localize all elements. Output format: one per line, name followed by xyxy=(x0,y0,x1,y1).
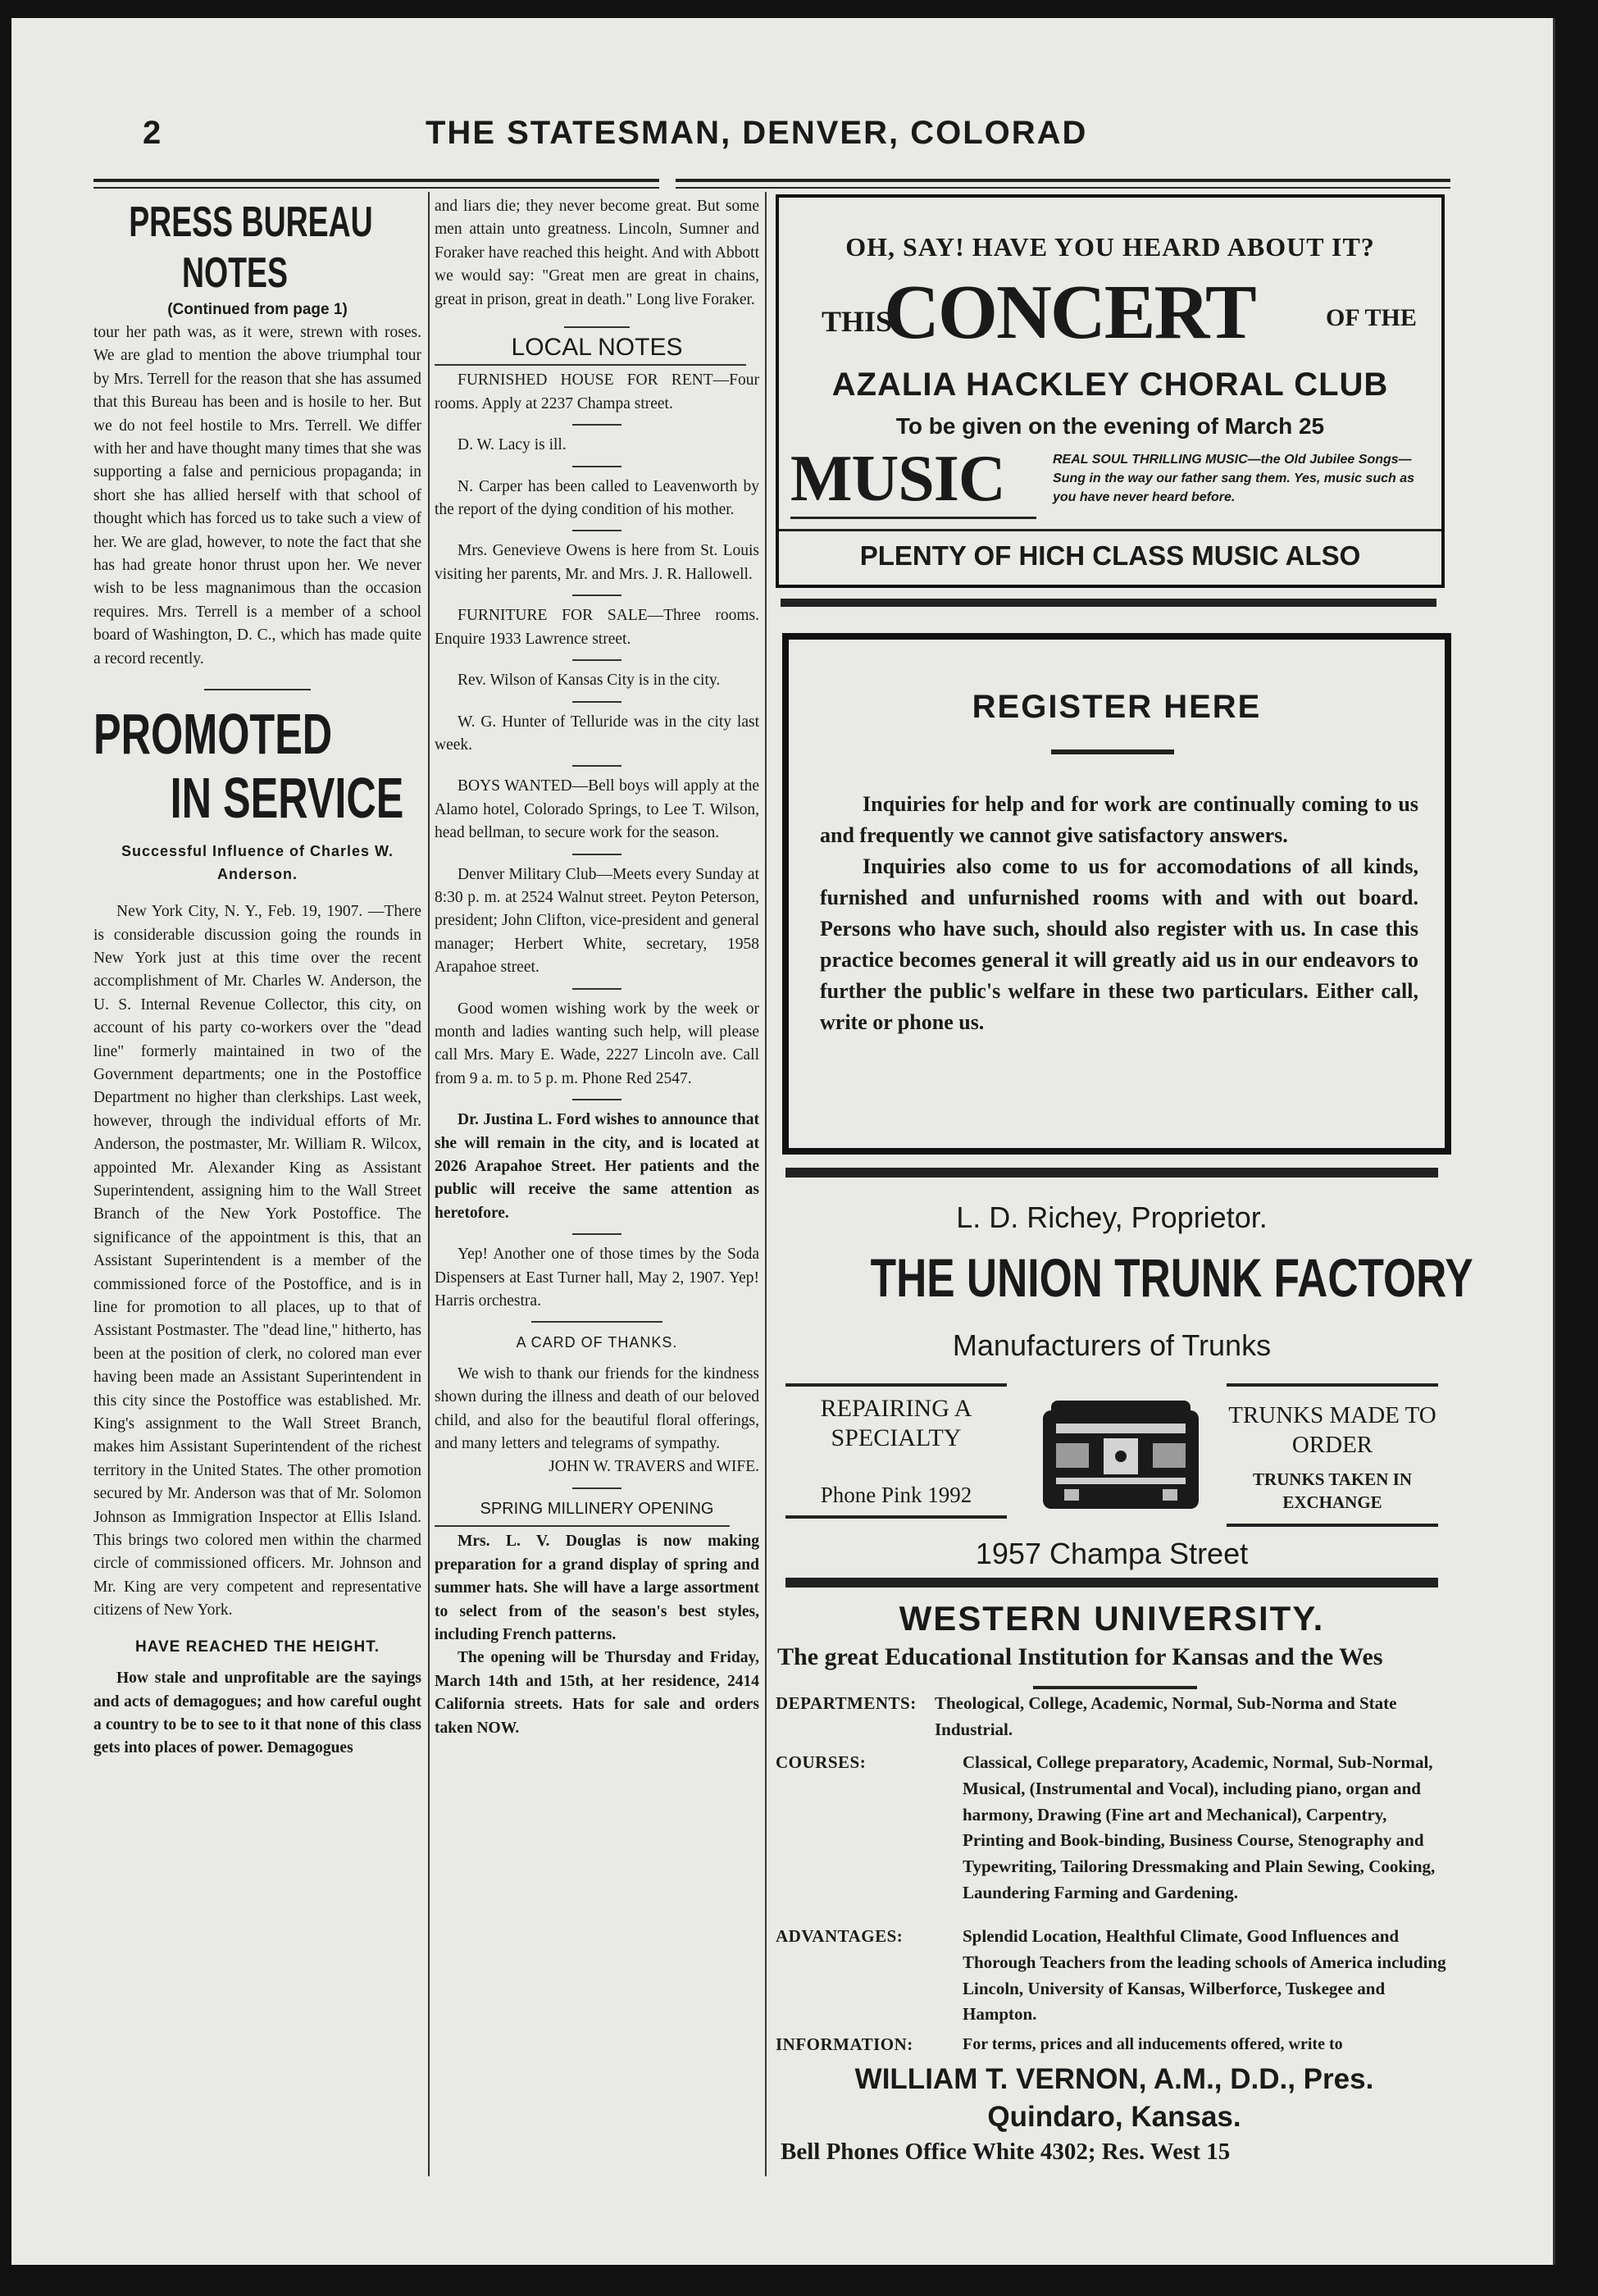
column-1 xyxy=(93,197,421,1761)
local-note: Rev. Wilson of Kansas City is in the city. xyxy=(458,672,721,690)
divider xyxy=(572,765,621,767)
promoted-headline: PROMOTED xyxy=(93,702,333,767)
wu-courses: Classical, College preparatory, Academic, Normal, Sub-Normal, Musical, (Instrumental and Vocal), including piano, organ and harmony, Drawing (Fine art and Mechanical), Carpentry, Printing and Book-binding, Business Course, Stenography and Typewriting, Tailoring Dressmaking and Plain Sewing, Cooking, Laundering Farming and Gardening. xyxy=(963,1752,1436,1902)
newspaper-page xyxy=(11,18,1555,2265)
divider xyxy=(572,1099,621,1100)
divider xyxy=(531,1321,662,1323)
millinery-title: SPRING MILLINERY OPENING xyxy=(480,1499,714,1518)
local-note: Denver Military Club—Meets every Sunday at 8:30 p. m. at 2524 Walnut street. Peyton Peterson, president; John Clifton, vice-president and general manager; Herbert White, secretary, 1958 Arapahoe street. xyxy=(435,865,759,977)
divider xyxy=(572,594,621,596)
column-2 xyxy=(435,195,759,1740)
divider xyxy=(435,364,746,366)
wu-courses-row xyxy=(776,1750,1456,1914)
card-of-thanks-title: A CARD OF THANKS. xyxy=(516,1334,678,1351)
register-rule xyxy=(1051,749,1174,754)
local-note: D. W. Lacy is ill. xyxy=(458,436,567,454)
plenty-line: PLENTY OF HICH CLASS MUSIC ALSO xyxy=(859,540,1361,571)
choral-club-name: AZALIA HACKLEY CHORAL CLUB xyxy=(831,367,1389,403)
height-headline: HAVE REACHED THE HEIGHT. xyxy=(134,1638,380,1656)
register-ad xyxy=(782,633,1451,1155)
concert-ofthe: OF THE xyxy=(1326,304,1417,331)
register-text xyxy=(820,789,1418,1038)
trunk-phone: Phone Pink 1992 xyxy=(820,1483,972,1507)
local-note: N. Carper has been called to Leavenworth by the report of the dying condition of his mother. xyxy=(435,477,759,519)
press-bureau-headline: PRESS BUREAU xyxy=(129,198,373,246)
register-title: REGISTER HERE xyxy=(972,689,1262,725)
divider xyxy=(204,689,311,690)
wu-departments-label: DEPARTMENTS: xyxy=(776,1693,917,1713)
register-paragraph: Inquiries also come to us for accomodations of all kinds, furnished and unfurnished rooms with and with out board. Persons who have such, should also register with us. In case this practice becomes general it will greatly aid us in our endeavors to further the public's welfare in these two particulars. Either call, write or phone us. xyxy=(820,854,1418,1034)
divider xyxy=(572,466,621,467)
column-divider-2 xyxy=(765,192,767,2176)
trunk-ad-bottom-bar xyxy=(785,1578,1438,1588)
wu-advantages: Splendid Location, Healthful Climate, Good Influences and Thorough Teachers from the leading schools of America including Lincoln, University of Kansas, Wilberforce, Tuskegee and Hampton. xyxy=(963,1926,1446,2025)
divider xyxy=(572,1233,621,1235)
trunk-made-to-order: TRUNKS MADE TO ORDER xyxy=(1228,1402,1436,1458)
divider xyxy=(572,659,621,661)
card-signature: JOHN W. TRAVERS and WIFE. xyxy=(549,1458,759,1476)
trunk-proprietor: L. D. Richey, Proprietor. xyxy=(956,1200,1268,1234)
ad-separator-bar xyxy=(781,599,1436,607)
yep-note: Yep! Another one of those times by the Soda Dispensers at East Turner hall, May 2, 1907. Yep! Harris orchestra. xyxy=(435,1246,759,1310)
trunk-right-bottom-rule xyxy=(1227,1524,1438,1527)
music-description: REAL SOUL THRILLING MUSIC—the Old Jubilee Songs—Sung in the way our father sang them. Yes, music such as you have never heard before. xyxy=(1053,453,1415,504)
trunk-icon xyxy=(1040,1396,1202,1512)
trunk-factory-name: THE UNION TRUNK FACTORY xyxy=(870,1247,1473,1308)
promoted-text: New York City, N. Y., Feb. 19, 1907. —There is considerable discussion going the rounds in New York just at this time over the recent accomplishment of Mr. Charles W. Anderson, the U. S. Internal Revenue Collector, this city, on account of his party co-workers over the "dead line" formerly maintained in two of the Government departments; one in the Postoffice Department no higher than clerkships. Last week, however, through the individual efforts of Mr. Anderson, the postmaster, Mr. William R. Wilcox, appointed Mr. Alexander King as Assistant Superintendent, assigning him to the Wall Street Branch of the New York Postoffice. The significance of the appointment is this, that an Assistant Superintendent is a member of the commissioned force of the Postoffice, and is in line for promotion to all places, up to that of Assistant Postmaster. The "dead line," hitherto, has been at the position of clerk, no colored man ever having been made an Assistant Superintendent in this city since the Postoffice was established. Mr. King's assignment to the Wall Street Branch, makes him Assistant Superintendent of the richest territory in the United States. The other promotion secured by Mr. Anderson was that of Mr. Solomon Johnson as Immigration Inspector at Ellis Island. This brings two colored men within the charmed circle of commissioned officers. Mr. Johnson and Mr. King are very competent and representative citizens of New York. xyxy=(93,903,421,1620)
header-rule-mid xyxy=(676,179,963,182)
concert-date: To be given on the evening of March 25 xyxy=(895,413,1325,439)
local-note: W. G. Hunter of Telluride was in the city last week. xyxy=(435,713,759,754)
divider xyxy=(572,424,621,426)
divider xyxy=(572,854,621,855)
wu-contact-place: Quindaro, Kansas. xyxy=(987,2101,1241,2133)
wu-phones: Bell Phones Office White 4302; Res. West 15 xyxy=(781,2139,1231,2165)
local-note: Good women wishing work by the week or month and ladies wanting such help, will please call Mrs. Mary E. Wade, 2227 Lincoln ave. Call from 9 a. m. to 5 p. m. Phone Red 2547. xyxy=(435,1000,759,1087)
header-rule-mid-thin xyxy=(676,187,963,189)
header-rule-left xyxy=(93,179,659,182)
trunk-exchange: TRUNKS TAKEN IN EXCHANGE xyxy=(1252,1469,1413,1512)
register-paragraph: Inquiries for help and for work are continually coming to us and frequently we cannot give satisfactory answers. xyxy=(820,792,1418,847)
divider xyxy=(572,530,621,531)
concert-this: THIS xyxy=(822,305,893,338)
wu-subtitle: The great Educational Institution for Kansas and the Wes xyxy=(777,1643,1383,1670)
header-rule-right-thin xyxy=(958,187,1450,189)
header-rule-left-thin xyxy=(93,187,659,189)
music-underline xyxy=(790,517,1036,519)
concert-ad xyxy=(776,194,1445,588)
card-of-thanks-text: We wish to thank our friends for the kindness shown during the illness and death of our beloved child, and also for the beautiful floral offerings, and many letters and telegrams of sympathy. xyxy=(435,1364,759,1453)
trunk-name-wrap xyxy=(785,1246,1473,1309)
millinery-text: Mrs. L. V. Douglas is now making preparation for a grand display of spring and summer hats. She will have a large assortment to select from of the season's best styles, including French patterns. xyxy=(435,1533,759,1643)
divider xyxy=(572,988,621,990)
press-notes-headline: NOTES xyxy=(182,249,288,297)
divider xyxy=(435,1525,730,1527)
trunk-repairing: REPAIRING A SPECIALTY xyxy=(820,1395,972,1451)
millinery-text: The opening will be Thursday and Friday, March 14th and 15th, at her residence, 2414 California streets. Hats for sale and orders taken NOW. xyxy=(435,1649,759,1737)
local-note: Mrs. Genevieve Owens is here from St. Louis visiting her parents, Mr. and Mrs. J. R. Hallowell. xyxy=(435,542,759,583)
local-note: FURNISHED HOUSE FOR RENT—Four rooms. Apply at 2237 Champa street. xyxy=(435,371,759,412)
height-continued: and liars die; they never become great. But some men attain unto greatness. Lincoln, Sumner and Foraker have reached this height. And with Abbott we would say: "Great men are great in chains, great in prison, great in death." Long live Foraker. xyxy=(435,198,759,308)
column-divider-1 xyxy=(428,192,430,2176)
wu-departments-row xyxy=(776,1691,1456,1748)
trunk-right-rule xyxy=(1227,1383,1438,1387)
wu-information-row xyxy=(776,2032,1456,2060)
concert-word: CONCERT xyxy=(884,270,1255,355)
wu-information: For terms, prices and all inducements offered, write to xyxy=(963,2035,1343,2053)
music-word: MUSIC xyxy=(790,443,1005,515)
concert-ad-divider xyxy=(779,529,1441,531)
divider xyxy=(572,701,621,703)
continued-line: (Continued from page 1) xyxy=(167,301,348,318)
local-note: BOYS WANTED—Bell boys will apply at the Alamo hotel, Colorado Springs, to Lee T. Wilson, head bellman, to secure work for the season. xyxy=(435,777,759,842)
height-text: How stale and unprofitable are the sayings and acts of demagogues; and how careful ought a country to be to see to it that none of this class gets into places of power. Demagogues xyxy=(93,1670,421,1757)
wu-rule xyxy=(1033,1686,1197,1689)
divider xyxy=(564,326,630,328)
trunk-ad-top-bar xyxy=(785,1168,1438,1178)
ford-note: Dr. Justina L. Ford wishes to announce that she will remain in the city, and is located at 2026 Arapahoe Street. Her patients and the public will receive the same attention as heretofore. xyxy=(435,1111,759,1222)
masthead: THE STATESMAN, DENVER, COLORAD xyxy=(426,115,1088,151)
trunk-subtitle: Manufacturers of Trunks xyxy=(952,1328,1272,1362)
wu-contact-name: WILLIAM T. VERNON, A.M., D.D., Pres. xyxy=(854,2063,1374,2095)
trunk-left-rule xyxy=(785,1383,1007,1387)
wu-departments: Theological, College, Academic, Normal, Sub-Norma and State Industrial. xyxy=(935,1693,1397,1739)
wu-information-label: INFORMATION: xyxy=(776,2034,913,2054)
wu-advantages-label: ADVANTAGES: xyxy=(776,1926,904,1946)
press-bureau-text: tour her path was, as it were, strewn with roses. We are glad to mention the above triumphal tour by Mrs. Terrell for the reason that she has assumed that this Bureau has been and is hosile to her. But we do not feel hostile to Mrs. Terrell. We differ with her and have thought many times that she was supporting a false and pernicious propaganda; in short she has allied herself with that school of thought which has forced us to take such a view of her. We are glad, however, to note the fact that she has had greate honor thrust upon her. We never wish to be less magnanimous than the occasion requires. Mrs. Terrell is a member of a school board of Washington, D. C., which has made quite a record recently. xyxy=(93,324,421,667)
promoted-subhead: Successful Influence of Charles W. Anderson. xyxy=(121,843,394,883)
wu-courses-label: COURSES: xyxy=(776,1752,867,1772)
trunk-left-bottom-rule xyxy=(785,1515,1007,1519)
in-service-headline: IN SERVICE xyxy=(170,766,404,831)
header-rule-right xyxy=(958,179,1450,182)
local-note: FURNITURE FOR SALE—Three rooms. Enquire 1933 Lawrence street. xyxy=(435,607,759,648)
wu-advantages-row xyxy=(776,1924,1456,2025)
trunk-address: 1957 Champa Street xyxy=(975,1537,1249,1570)
page-number: 2 xyxy=(143,115,162,151)
divider xyxy=(572,1487,621,1489)
concert-ad-line1: OH, SAY! HAVE YOU HEARD ABOUT IT? xyxy=(845,232,1375,262)
local-notes-title: LOCAL NOTES xyxy=(511,334,683,362)
wu-title: WESTERN UNIVERSITY. xyxy=(899,1599,1325,1638)
